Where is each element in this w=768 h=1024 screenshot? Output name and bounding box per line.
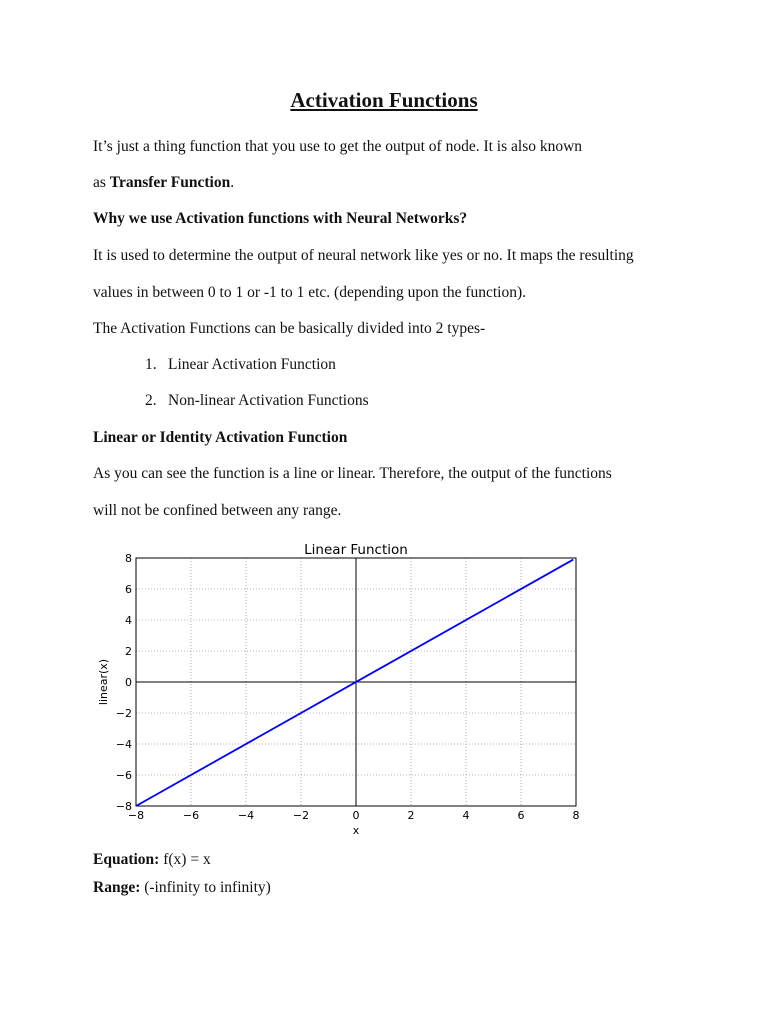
y-tick-label: −2 xyxy=(115,707,132,720)
intro-as: as xyxy=(93,174,110,191)
x-axis-label: x xyxy=(352,824,360,837)
equation-value: f(x) = x xyxy=(159,851,211,868)
list-item-label: Non-linear Activation Functions xyxy=(168,392,369,409)
list-item-number: 2. xyxy=(145,392,157,409)
document-title: Activation Functions xyxy=(290,88,478,112)
why-line-1: It is used to determine the output of neural network like yes or no. It maps the resulting xyxy=(93,247,634,264)
y-tick-label: 0 xyxy=(125,676,132,689)
series-line xyxy=(136,560,573,806)
range-value: (-infinity to infinity) xyxy=(140,879,271,896)
range-label: Range: xyxy=(93,879,141,896)
x-tick-label: −8 xyxy=(127,809,145,822)
x-tick-labels xyxy=(128,809,580,822)
range-line xyxy=(93,879,271,897)
x-tick-label: 8 xyxy=(572,809,580,822)
chart-title: Linear Function xyxy=(304,542,408,558)
y-axis-label: linear(x) xyxy=(97,658,110,706)
x-tick-label: 2 xyxy=(407,809,415,822)
x-tick-label: −6 xyxy=(182,809,200,822)
y-tick-label: −6 xyxy=(115,769,132,782)
why-line-2: values in between 0 to 1 or -1 to 1 etc. (depending upon the function). xyxy=(93,284,527,301)
linear-line-1: As you can see the function is a line or linear. Therefore, the output of the functions xyxy=(93,465,612,482)
x-tick-label: −4 xyxy=(237,809,255,822)
y-tick-label: 4 xyxy=(125,614,132,627)
y-tick-label: 6 xyxy=(125,583,132,596)
x-tick-label: −2 xyxy=(292,809,310,822)
y-tick-label: 8 xyxy=(125,552,132,565)
linear-line-2: will not be confined between any range. xyxy=(93,502,342,519)
x-tick-label: 6 xyxy=(517,809,525,822)
linear-heading: Linear or Identity Activation Function xyxy=(93,429,348,446)
x-tick-label: 4 xyxy=(462,809,470,822)
list-item-label: Linear Activation Function xyxy=(168,356,336,373)
transfer-function-term: Transfer Function xyxy=(109,174,231,191)
y-tick-label: 2 xyxy=(125,645,132,658)
intro-line-1: It’s just a thing function that you use to get the output of node. It is also known xyxy=(93,138,583,155)
y-tick-label: −4 xyxy=(115,738,132,751)
chart-series xyxy=(136,560,573,806)
x-tick-label: 0 xyxy=(352,809,360,822)
y-tick-label: −8 xyxy=(115,800,132,813)
why-heading: Why we use Activation functions with Neural Networks? xyxy=(93,210,468,227)
equation-line xyxy=(93,851,211,869)
types-intro: The Activation Functions can be basically divided into 2 types- xyxy=(93,320,486,337)
equation-label: Equation: xyxy=(93,851,160,868)
intro-end: . xyxy=(230,174,235,191)
linear-function-chart xyxy=(90,536,590,841)
intro-line-2 xyxy=(93,174,234,192)
y-tick-labels xyxy=(116,552,132,813)
list-item-number: 1. xyxy=(145,356,157,373)
